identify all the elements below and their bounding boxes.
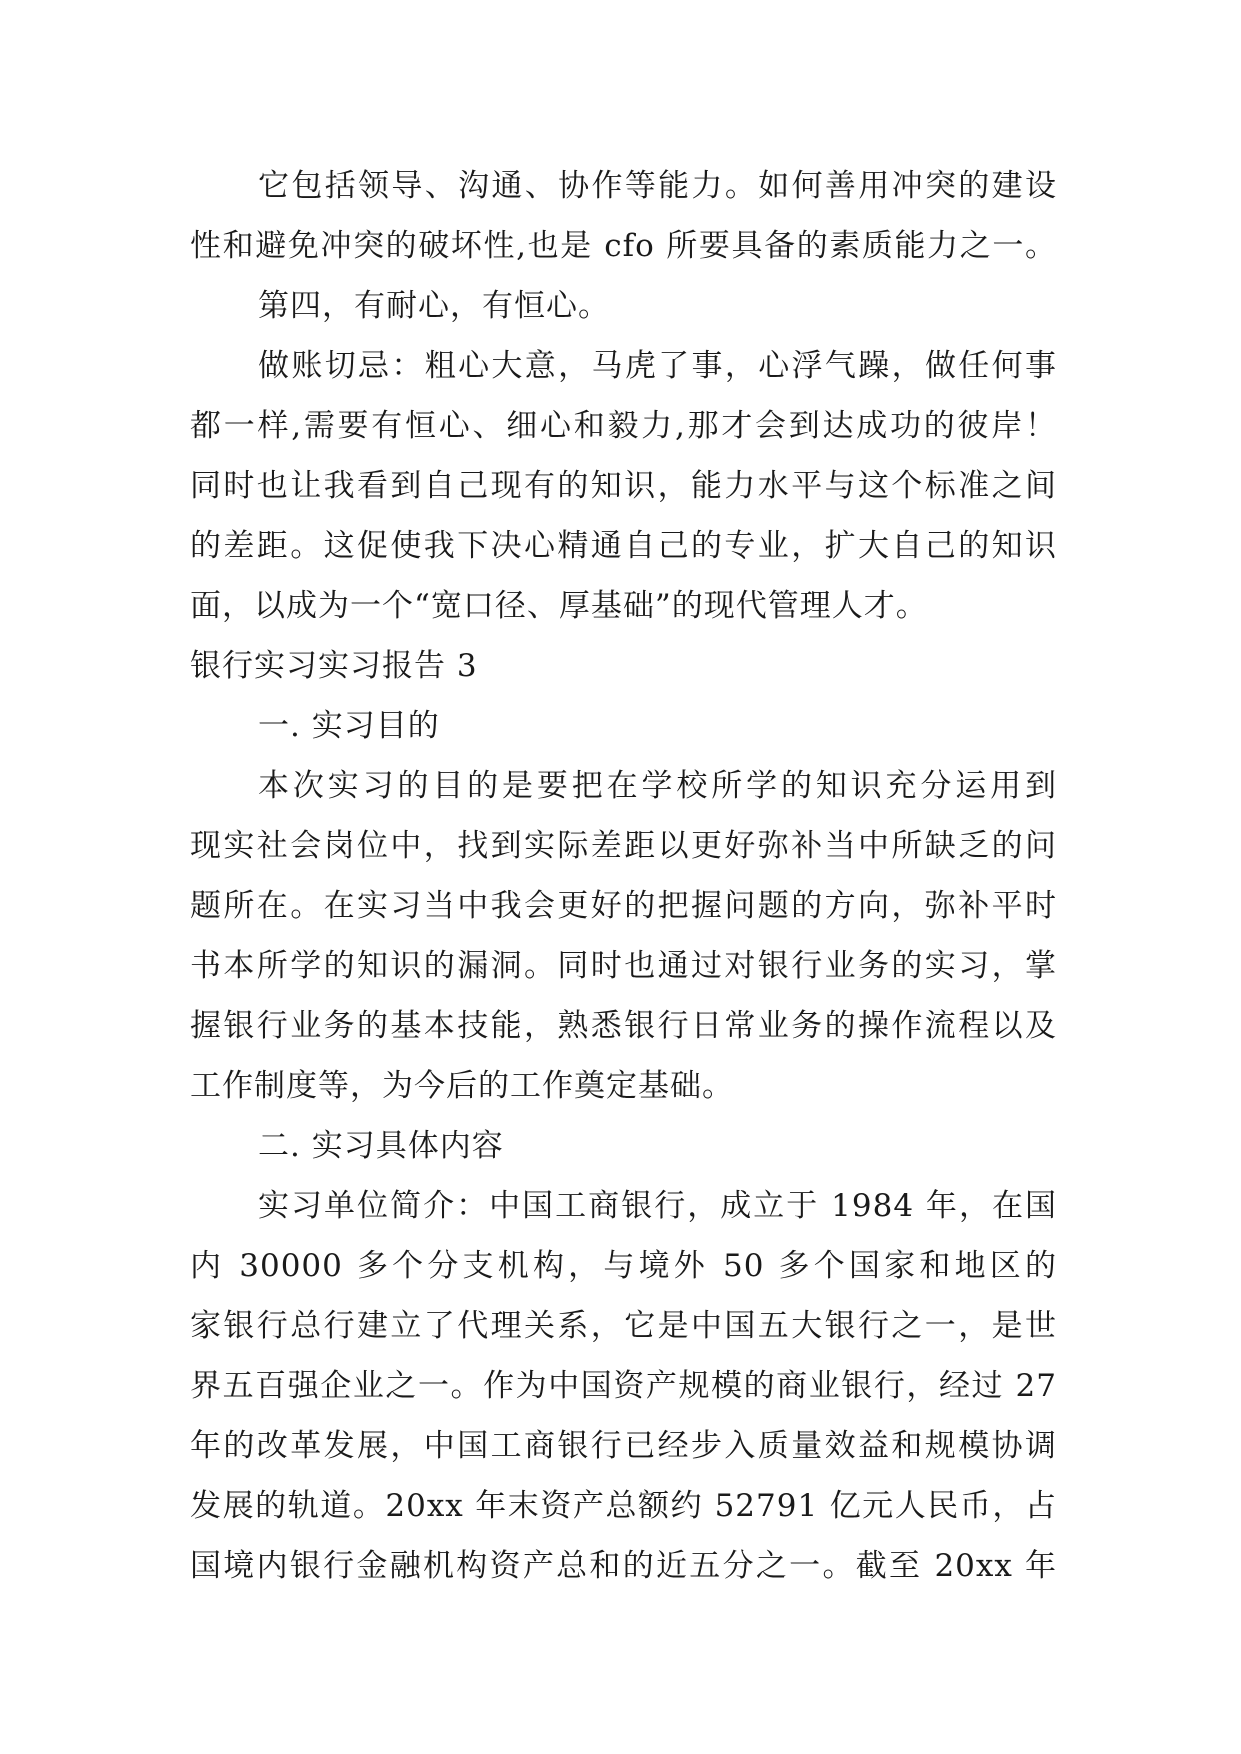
document-page <box>190 156 1057 1596</box>
text-line: 题所在。在实习当中我会更好的把握问题的方向，弥补平时 <box>190 888 1057 924</box>
text-line: 内 30000 多个分支机构，与境外 50 多个国家和地区的 <box>190 1248 1057 1284</box>
section-heading: 二. 实习具体内容 <box>258 1128 504 1164</box>
text-line: 国境内银行金融机构资产总和的近五分之一。截至 20xx 年 <box>190 1548 1057 1584</box>
paragraph-section-2 <box>190 1176 1057 1596</box>
text-line: 做账切忌：粗心大意，马虎了事，心浮气躁，做任何事 <box>258 348 1057 384</box>
text-line: 握银行业务的基本技能，熟悉银行日常业务的操作流程以及 <box>190 1008 1057 1044</box>
text-line: 界五百强企业之一。作为中国资产规模的商业银行，经过 27 <box>190 1368 1057 1404</box>
text-line: 年的改革发展，中国工商银行已经步入质量效益和规模协调 <box>190 1428 1057 1464</box>
text-line: 现实社会岗位中，找到实际差距以更好弥补当中所缺乏的问 <box>190 828 1057 864</box>
text-line: 它包括领导、沟通、协作等能力。如何善用冲突的建设 <box>258 168 1057 204</box>
section-heading: 一. 实习目的 <box>258 708 440 744</box>
paragraph-bookkeeping <box>190 336 1057 636</box>
paragraph-intro <box>190 156 1057 276</box>
report-title: 银行实习实习报告 3 <box>190 648 478 684</box>
text-line: 第四，有耐心，有恒心。 <box>258 288 610 324</box>
text-line: 都一样,需要有恒心、细心和毅力,那才会到达成功的彼岸！ <box>190 408 1057 444</box>
paragraph-point-four <box>190 276 1057 336</box>
text-line: 实习单位简介：中国工商银行，成立于 1984 年，在国 <box>258 1188 1057 1224</box>
text-line: 家银行总行建立了代理关系，它是中国五大银行之一，是世 <box>190 1308 1057 1344</box>
text-line: 的差距。这促使我下决心精通自己的专业，扩大自己的知识 <box>190 528 1057 564</box>
text-line: 面，以成为一个“宽口径、厚基础”的现代管理人才。 <box>190 588 928 624</box>
text-line: 性和避免冲突的破坏性,也是 cfo 所要具备的素质能力之一。 <box>190 228 1057 264</box>
text-line: 本次实习的目的是要把在学校所学的知识充分运用到 <box>258 768 1057 804</box>
paragraph-section-1 <box>190 756 1057 1116</box>
text-line: 同时也让我看到自己现有的知识，能力水平与这个标准之间 <box>190 468 1057 504</box>
text-line: 书本所学的知识的漏洞。同时也通过对银行业务的实习，掌 <box>190 948 1057 984</box>
text-line: 工作制度等，为今后的工作奠定基础。 <box>190 1068 734 1104</box>
text-line: 发展的轨道。20xx 年末资产总额约 52791 亿元人民币，占 <box>190 1488 1057 1524</box>
